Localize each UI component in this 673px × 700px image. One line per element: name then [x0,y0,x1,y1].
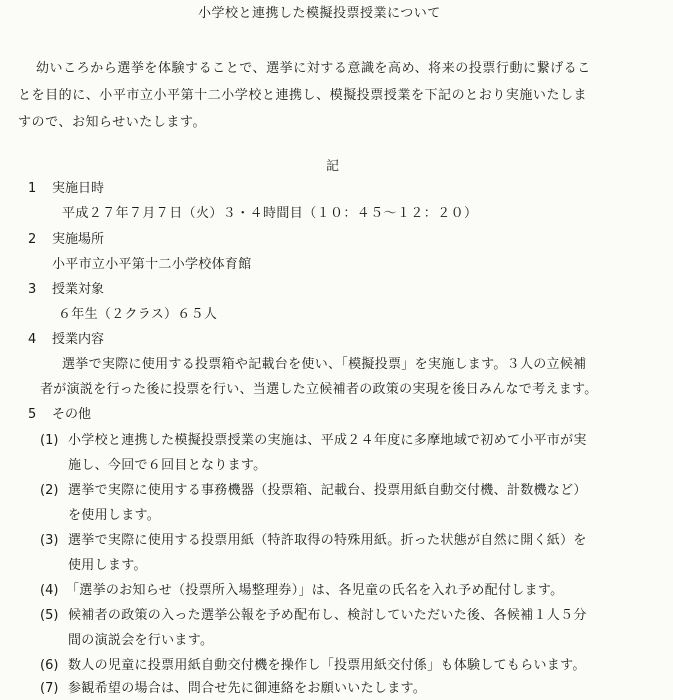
section-4-line-1: 選挙で実際に使用する投票箱や記載台を使い、「模擬投票」を実施します。３人の立候補 [62,357,587,372]
item-number: (7) [40,681,59,696]
section-number: 5 [28,407,37,422]
other-item-1-line-2: 施し、今回で６回目となります。 [68,458,267,473]
section-heading: 実施日時 [52,181,105,196]
item-line: 数人の児童に投票用紙自動交付機を操作し「投票用紙交付係」も体験してもらいます。 [68,658,586,673]
intro-line-3: すので、お知らせいたします。 [18,115,207,130]
other-item-2-line-2: を使用します。 [68,508,161,523]
ki-heading: 記 [326,159,340,174]
item-number: (3) [40,533,59,548]
section-2-line-1: 小平市立小平第十二小学校体育館 [52,257,252,272]
item-number: (1) [40,433,59,448]
other-item-3-line-2: 使用します。 [68,558,147,573]
item-line: 選挙で実際に使用する投票用紙（特許取得の特殊用紙。折った状態が自然に開く紙）を [68,533,587,548]
other-item-5-line-2: 間の演説会を行います。 [68,633,214,648]
document-title: 小学校と連携した模擬投票授業について [198,6,441,21]
section-heading: 授業内容 [52,332,105,347]
item-line: 候補者の政策の入った選挙公報を予め配布し、検討していただいた後、各候補１人５分 [68,608,587,623]
section-4-line-2: 者が演説を行った後に投票を行い、当選した立候補者の政策の実現を後日みんなで考えます。 [40,382,598,397]
intro-line-1: 幼いころから選挙を体験することで、選挙に対する意識を高め、将来の投票行動に繋げるこ [36,61,591,76]
section-heading: 実施場所 [52,232,105,247]
item-number: (4) [40,583,59,598]
section-3-line-1: ６年生（２クラス）６５人 [58,307,218,322]
item-number: (5) [40,608,59,623]
section-number: 1 [28,181,37,196]
item-line: 参観希望の場合は、問合せ先に御連絡をお願いいたします。 [68,681,427,696]
item-number: (6) [40,658,59,673]
section-heading: その他 [52,407,92,422]
item-number: (2) [40,483,59,498]
item-line: 「選挙のお知らせ（投票所入場整理券）」は、各児童の氏名を入れ予め配付します。 [66,583,564,598]
item-line: 小学校と連携した模擬投票授業の実施は、平成２４年度に多摩地域で初めて小平市が実 [68,433,587,448]
section-number: 2 [28,232,37,247]
section-number: 3 [28,282,37,297]
item-line: 選挙で実際に使用する事務機器（投票箱、記載台、投票用紙自動交付機、計数機など） [68,483,587,498]
section-1-line-1: 平成２７年７月７日（火）３・４時間目（１０：４５〜１２：２０） [62,206,478,221]
intro-line-2: とを目的に、小平市立小平第十二小学校と連携し、模擬投票授業を下記のとおり実施いたしま [18,88,588,103]
section-heading: 授業対象 [52,282,105,297]
section-number: 4 [28,332,37,347]
